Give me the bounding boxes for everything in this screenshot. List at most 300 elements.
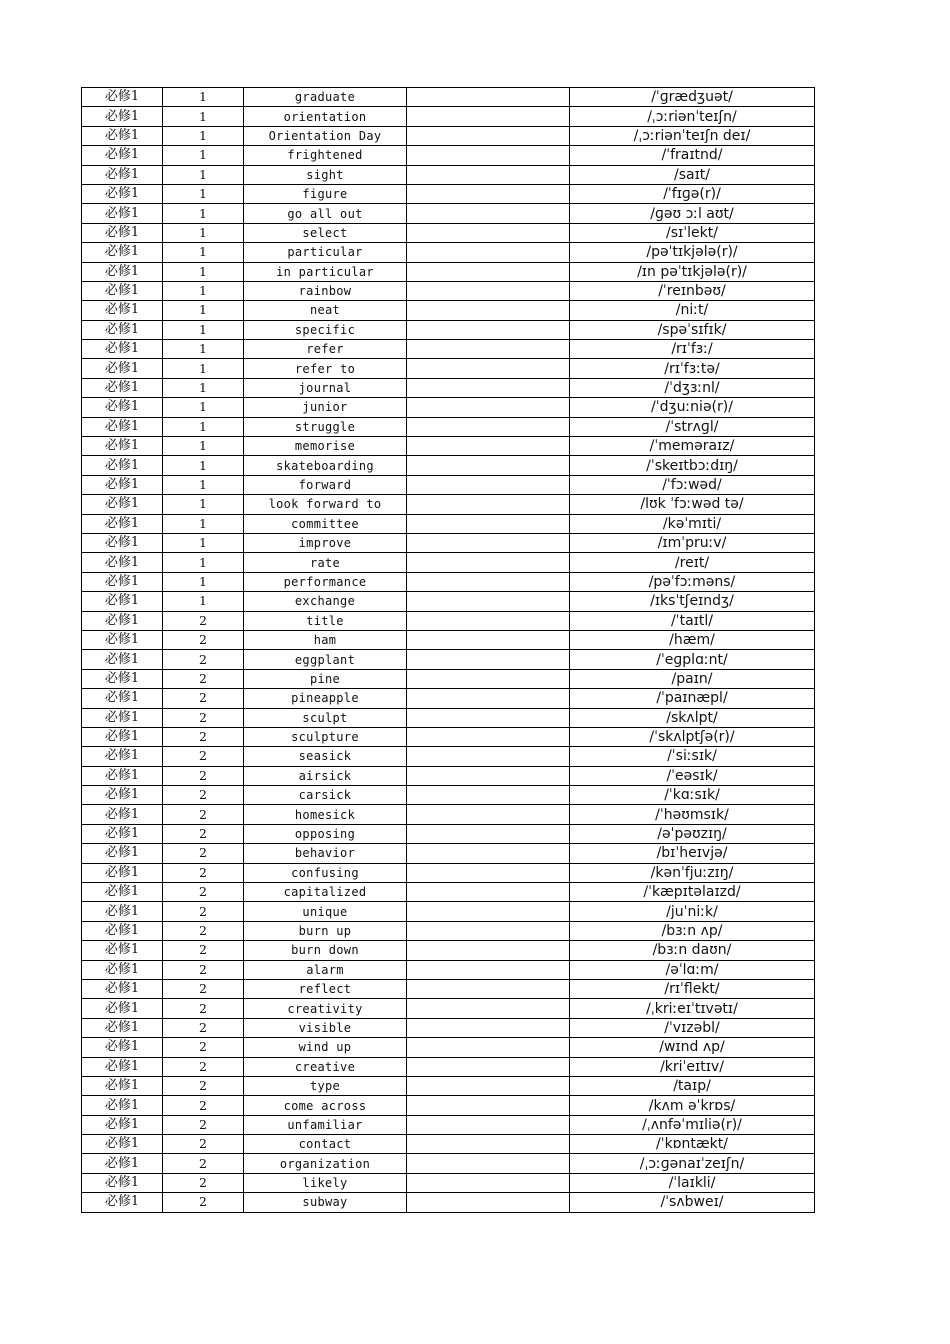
unit-cell: 1 — [163, 281, 244, 300]
book-cell: 必修1 — [82, 107, 163, 126]
phonetic-cell: /saɪt/ — [570, 165, 815, 184]
unit-cell: 1 — [163, 88, 244, 107]
table-row — [82, 243, 815, 262]
empty-cell — [407, 553, 570, 572]
empty-cell — [407, 747, 570, 766]
phonetic-cell: /ˈskeɪtbɔːdɪŋ/ — [570, 456, 815, 475]
phonetic-cell: /kənˈfjuːzɪŋ/ — [570, 863, 815, 882]
empty-cell — [407, 1154, 570, 1173]
word-cell: airsick — [244, 766, 407, 785]
book-cell: 必修1 — [82, 999, 163, 1018]
book-cell: 必修1 — [82, 572, 163, 591]
phonetic-cell: /ˈkɑːsɪk/ — [570, 786, 815, 805]
unit-cell: 2 — [163, 921, 244, 940]
book-cell: 必修1 — [82, 204, 163, 223]
book-cell: 必修1 — [82, 553, 163, 572]
empty-cell — [407, 398, 570, 417]
empty-cell — [407, 320, 570, 339]
unit-cell: 2 — [163, 766, 244, 785]
book-cell: 必修1 — [82, 146, 163, 165]
book-cell: 必修1 — [82, 766, 163, 785]
table-row — [82, 1096, 815, 1115]
unit-cell: 2 — [163, 960, 244, 979]
unit-cell: 1 — [163, 475, 244, 494]
phonetic-cell: /kriˈeɪtɪv/ — [570, 1057, 815, 1076]
book-cell: 必修1 — [82, 1096, 163, 1115]
word-cell: unfamiliar — [244, 1115, 407, 1134]
word-cell: title — [244, 611, 407, 630]
phonetic-cell: /ɡəʊ ɔːl aʊt/ — [570, 204, 815, 223]
word-cell: eggplant — [244, 650, 407, 669]
phonetic-cell: /pəˈtɪkjələ(r)/ — [570, 243, 815, 262]
phonetic-cell: /ɪmˈpruːv/ — [570, 533, 815, 552]
empty-cell — [407, 1076, 570, 1095]
phonetic-cell: /pəˈfɔːməns/ — [570, 572, 815, 591]
word-cell: neat — [244, 301, 407, 320]
phonetic-cell: /ˈkæpɪtəlaɪzd/ — [570, 883, 815, 902]
word-cell: organization — [244, 1154, 407, 1173]
word-cell: pine — [244, 669, 407, 688]
word-cell: particular — [244, 243, 407, 262]
empty-cell — [407, 146, 570, 165]
phonetic-cell: /ˈtaɪtl/ — [570, 611, 815, 630]
phonetic-cell: /ˈɡrædʒuət/ — [570, 88, 815, 107]
book-cell: 必修1 — [82, 669, 163, 688]
empty-cell — [407, 689, 570, 708]
unit-cell: 1 — [163, 262, 244, 281]
unit-cell: 2 — [163, 979, 244, 998]
unit-cell: 2 — [163, 1115, 244, 1134]
empty-cell — [407, 475, 570, 494]
unit-cell: 2 — [163, 941, 244, 960]
table-row — [82, 223, 815, 242]
word-cell: type — [244, 1076, 407, 1095]
table-row — [82, 844, 815, 863]
empty-cell — [407, 301, 570, 320]
book-cell: 必修1 — [82, 301, 163, 320]
word-cell: creativity — [244, 999, 407, 1018]
unit-cell: 2 — [163, 727, 244, 746]
phonetic-cell: /rɪˈfɜːtə/ — [570, 359, 815, 378]
table-row — [82, 417, 815, 436]
empty-cell — [407, 883, 570, 902]
phonetic-cell: /ˈvɪzəbl/ — [570, 1018, 815, 1037]
phonetic-cell: /ˈlaɪkli/ — [570, 1173, 815, 1192]
phonetic-cell: /ˈsiːsɪk/ — [570, 747, 815, 766]
unit-cell: 2 — [163, 999, 244, 1018]
unit-cell: 2 — [163, 1096, 244, 1115]
table-row — [82, 1154, 815, 1173]
word-cell: junior — [244, 398, 407, 417]
word-cell: contact — [244, 1135, 407, 1154]
table-row — [82, 398, 815, 417]
book-cell: 必修1 — [82, 1038, 163, 1057]
unit-cell: 1 — [163, 223, 244, 242]
table-row — [82, 592, 815, 611]
table-row — [82, 805, 815, 824]
word-cell: visible — [244, 1018, 407, 1037]
book-cell: 必修1 — [82, 786, 163, 805]
book-cell: 必修1 — [82, 824, 163, 843]
word-cell: refer to — [244, 359, 407, 378]
word-cell: frightened — [244, 146, 407, 165]
phonetic-cell: /bɜːn ʌp/ — [570, 921, 815, 940]
empty-cell — [407, 1173, 570, 1192]
word-cell: alarm — [244, 960, 407, 979]
empty-cell — [407, 126, 570, 145]
unit-cell: 2 — [163, 1038, 244, 1057]
unit-cell: 1 — [163, 204, 244, 223]
book-cell: 必修1 — [82, 727, 163, 746]
phonetic-cell: /ˌɔːriənˈteɪʃn/ — [570, 107, 815, 126]
unit-cell: 1 — [163, 107, 244, 126]
phonetic-cell: /reɪt/ — [570, 553, 815, 572]
table-row — [82, 475, 815, 494]
book-cell: 必修1 — [82, 1154, 163, 1173]
book-cell: 必修1 — [82, 747, 163, 766]
phonetic-cell: /wɪnd ʌp/ — [570, 1038, 815, 1057]
table-row — [82, 747, 815, 766]
unit-cell: 2 — [163, 1018, 244, 1037]
word-cell: carsick — [244, 786, 407, 805]
book-cell: 必修1 — [82, 1115, 163, 1134]
word-cell: committee — [244, 514, 407, 533]
phonetic-cell: /ɪn pəˈtɪkjələ(r)/ — [570, 262, 815, 281]
table-row — [82, 999, 815, 1018]
unit-cell: 2 — [163, 1135, 244, 1154]
phonetic-cell: /ˈreɪnbəʊ/ — [570, 281, 815, 300]
empty-cell — [407, 378, 570, 397]
phonetic-cell: /ˈdʒuːniə(r)/ — [570, 398, 815, 417]
vocabulary-sheet — [81, 87, 815, 1213]
book-cell: 必修1 — [82, 495, 163, 514]
vocabulary-table-body — [82, 88, 815, 1213]
empty-cell — [407, 88, 570, 107]
empty-cell — [407, 243, 570, 262]
unit-cell: 1 — [163, 514, 244, 533]
phonetic-cell: /bɪˈheɪvjə/ — [570, 844, 815, 863]
word-cell: seasick — [244, 747, 407, 766]
phonetic-cell: /taɪp/ — [570, 1076, 815, 1095]
empty-cell — [407, 727, 570, 746]
book-cell: 必修1 — [82, 223, 163, 242]
table-row — [82, 1057, 815, 1076]
book-cell: 必修1 — [82, 883, 163, 902]
unit-cell: 1 — [163, 126, 244, 145]
book-cell: 必修1 — [82, 1076, 163, 1095]
empty-cell — [407, 495, 570, 514]
empty-cell — [407, 437, 570, 456]
table-row — [82, 320, 815, 339]
table-row — [82, 902, 815, 921]
unit-cell: 1 — [163, 320, 244, 339]
unit-cell: 2 — [163, 1193, 244, 1212]
table-row — [82, 88, 815, 107]
book-cell: 必修1 — [82, 592, 163, 611]
word-cell: confusing — [244, 863, 407, 882]
empty-cell — [407, 107, 570, 126]
phonetic-cell: /ˈkɒntækt/ — [570, 1135, 815, 1154]
word-cell: in particular — [244, 262, 407, 281]
empty-cell — [407, 204, 570, 223]
phonetic-cell: /sɪˈlekt/ — [570, 223, 815, 242]
book-cell: 必修1 — [82, 475, 163, 494]
unit-cell: 2 — [163, 902, 244, 921]
empty-cell — [407, 805, 570, 824]
empty-cell — [407, 1135, 570, 1154]
unit-cell: 2 — [163, 630, 244, 649]
phonetic-cell: /rɪˈflekt/ — [570, 979, 815, 998]
unit-cell: 2 — [163, 883, 244, 902]
empty-cell — [407, 262, 570, 281]
word-cell: exchange — [244, 592, 407, 611]
book-cell: 必修1 — [82, 844, 163, 863]
book-cell: 必修1 — [82, 456, 163, 475]
unit-cell: 2 — [163, 669, 244, 688]
empty-cell — [407, 533, 570, 552]
empty-cell — [407, 630, 570, 649]
phonetic-cell: /lʊk ˈfɔːwəd tə/ — [570, 495, 815, 514]
book-cell: 必修1 — [82, 805, 163, 824]
unit-cell: 1 — [163, 243, 244, 262]
unit-cell: 2 — [163, 650, 244, 669]
book-cell: 必修1 — [82, 281, 163, 300]
unit-cell: 2 — [163, 611, 244, 630]
table-row — [82, 786, 815, 805]
table-row — [82, 1076, 815, 1095]
table-row — [82, 727, 815, 746]
book-cell: 必修1 — [82, 320, 163, 339]
book-cell: 必修1 — [82, 126, 163, 145]
word-cell: ham — [244, 630, 407, 649]
phonetic-cell: /ˈpaɪnæpl/ — [570, 689, 815, 708]
unit-cell: 2 — [163, 786, 244, 805]
unit-cell: 1 — [163, 456, 244, 475]
empty-cell — [407, 340, 570, 359]
empty-cell — [407, 708, 570, 727]
empty-cell — [407, 165, 570, 184]
book-cell: 必修1 — [82, 979, 163, 998]
empty-cell — [407, 1096, 570, 1115]
unit-cell: 2 — [163, 805, 244, 824]
table-row — [82, 883, 815, 902]
book-cell: 必修1 — [82, 398, 163, 417]
word-cell: burn down — [244, 941, 407, 960]
table-row — [82, 165, 815, 184]
unit-cell: 1 — [163, 301, 244, 320]
table-row — [82, 301, 815, 320]
empty-cell — [407, 786, 570, 805]
table-row — [82, 533, 815, 552]
empty-cell — [407, 902, 570, 921]
unit-cell: 1 — [163, 533, 244, 552]
unit-cell: 1 — [163, 437, 244, 456]
unit-cell: 1 — [163, 359, 244, 378]
book-cell: 必修1 — [82, 921, 163, 940]
book-cell: 必修1 — [82, 611, 163, 630]
empty-cell — [407, 669, 570, 688]
phonetic-cell: /ˈskʌlptʃə(r)/ — [570, 727, 815, 746]
phonetic-cell: /spəˈsɪfɪk/ — [570, 320, 815, 339]
word-cell: capitalized — [244, 883, 407, 902]
unit-cell: 1 — [163, 592, 244, 611]
unit-cell: 1 — [163, 184, 244, 203]
unit-cell: 2 — [163, 1154, 244, 1173]
word-cell: sight — [244, 165, 407, 184]
empty-cell — [407, 1193, 570, 1212]
empty-cell — [407, 941, 570, 960]
empty-cell — [407, 417, 570, 436]
book-cell: 必修1 — [82, 437, 163, 456]
table-row — [82, 824, 815, 843]
word-cell: refer — [244, 340, 407, 359]
unit-cell: 2 — [163, 689, 244, 708]
book-cell: 必修1 — [82, 1057, 163, 1076]
word-cell: behavior — [244, 844, 407, 863]
empty-cell — [407, 572, 570, 591]
word-cell: orientation — [244, 107, 407, 126]
table-row — [82, 184, 815, 203]
table-row — [82, 1038, 815, 1057]
word-cell: come across — [244, 1096, 407, 1115]
phonetic-cell: /rɪˈfɜː/ — [570, 340, 815, 359]
book-cell: 必修1 — [82, 1173, 163, 1192]
phonetic-cell: /bɜːn daʊn/ — [570, 941, 815, 960]
book-cell: 必修1 — [82, 417, 163, 436]
table-row — [82, 456, 815, 475]
empty-cell — [407, 650, 570, 669]
word-cell: go all out — [244, 204, 407, 223]
empty-cell — [407, 766, 570, 785]
phonetic-cell: /ˌɔːriənˈteɪʃn deɪ/ — [570, 126, 815, 145]
unit-cell: 1 — [163, 398, 244, 417]
book-cell: 必修1 — [82, 262, 163, 281]
table-row — [82, 708, 815, 727]
phonetic-cell: /ˌɔːɡənaɪˈzeɪʃn/ — [570, 1154, 815, 1173]
word-cell: unique — [244, 902, 407, 921]
book-cell: 必修1 — [82, 184, 163, 203]
word-cell: specific — [244, 320, 407, 339]
table-row — [82, 1018, 815, 1037]
unit-cell: 1 — [163, 553, 244, 572]
book-cell: 必修1 — [82, 514, 163, 533]
phonetic-cell: /ˈstrʌɡl/ — [570, 417, 815, 436]
word-cell: subway — [244, 1193, 407, 1212]
word-cell: struggle — [244, 417, 407, 436]
book-cell: 必修1 — [82, 1018, 163, 1037]
word-cell: memorise — [244, 437, 407, 456]
table-row — [82, 611, 815, 630]
empty-cell — [407, 514, 570, 533]
phonetic-cell: /ˈeɡplɑːnt/ — [570, 650, 815, 669]
table-row — [82, 107, 815, 126]
unit-cell: 2 — [163, 863, 244, 882]
empty-cell — [407, 921, 570, 940]
empty-cell — [407, 359, 570, 378]
empty-cell — [407, 1057, 570, 1076]
table-row — [82, 630, 815, 649]
unit-cell: 1 — [163, 495, 244, 514]
unit-cell: 2 — [163, 747, 244, 766]
phonetic-cell: /hæm/ — [570, 630, 815, 649]
book-cell: 必修1 — [82, 378, 163, 397]
word-cell: rainbow — [244, 281, 407, 300]
empty-cell — [407, 1038, 570, 1057]
table-row — [82, 378, 815, 397]
table-row — [82, 1115, 815, 1134]
empty-cell — [407, 592, 570, 611]
table-row — [82, 281, 815, 300]
unit-cell: 1 — [163, 572, 244, 591]
table-row — [82, 553, 815, 572]
unit-cell: 1 — [163, 340, 244, 359]
book-cell: 必修1 — [82, 650, 163, 669]
unit-cell: 1 — [163, 165, 244, 184]
word-cell: figure — [244, 184, 407, 203]
book-cell: 必修1 — [82, 88, 163, 107]
word-cell: forward — [244, 475, 407, 494]
phonetic-cell: /ˈmeməraɪz/ — [570, 437, 815, 456]
phonetic-cell: /paɪn/ — [570, 669, 815, 688]
table-row — [82, 126, 815, 145]
empty-cell — [407, 1115, 570, 1134]
phonetic-cell: /kəˈmɪti/ — [570, 514, 815, 533]
empty-cell — [407, 456, 570, 475]
table-row — [82, 514, 815, 533]
table-row — [82, 1193, 815, 1212]
empty-cell — [407, 611, 570, 630]
word-cell: burn up — [244, 921, 407, 940]
phonetic-cell: /juˈniːk/ — [570, 902, 815, 921]
word-cell: likely — [244, 1173, 407, 1192]
word-cell: rate — [244, 553, 407, 572]
word-cell: look forward to — [244, 495, 407, 514]
phonetic-cell: /ˈhəʊmsɪk/ — [570, 805, 815, 824]
phonetic-cell: /ˈfɪɡə(r)/ — [570, 184, 815, 203]
vocabulary-table — [81, 87, 815, 1213]
table-row — [82, 1135, 815, 1154]
table-row — [82, 495, 815, 514]
book-cell: 必修1 — [82, 708, 163, 727]
table-row — [82, 340, 815, 359]
book-cell: 必修1 — [82, 1193, 163, 1212]
unit-cell: 2 — [163, 1057, 244, 1076]
table-row — [82, 204, 815, 223]
unit-cell: 1 — [163, 417, 244, 436]
word-cell: Orientation Day — [244, 126, 407, 145]
book-cell: 必修1 — [82, 533, 163, 552]
word-cell: wind up — [244, 1038, 407, 1057]
phonetic-cell: /ˌkriːeɪˈtɪvətɪ/ — [570, 999, 815, 1018]
book-cell: 必修1 — [82, 863, 163, 882]
table-row — [82, 262, 815, 281]
word-cell: sculpture — [244, 727, 407, 746]
unit-cell: 1 — [163, 146, 244, 165]
word-cell: homesick — [244, 805, 407, 824]
phonetic-cell: /niːt/ — [570, 301, 815, 320]
book-cell: 必修1 — [82, 941, 163, 960]
book-cell: 必修1 — [82, 960, 163, 979]
empty-cell — [407, 863, 570, 882]
word-cell: improve — [244, 533, 407, 552]
book-cell: 必修1 — [82, 1135, 163, 1154]
book-cell: 必修1 — [82, 359, 163, 378]
table-row — [82, 359, 815, 378]
table-row — [82, 572, 815, 591]
word-cell: graduate — [244, 88, 407, 107]
word-cell: skateboarding — [244, 456, 407, 475]
empty-cell — [407, 223, 570, 242]
